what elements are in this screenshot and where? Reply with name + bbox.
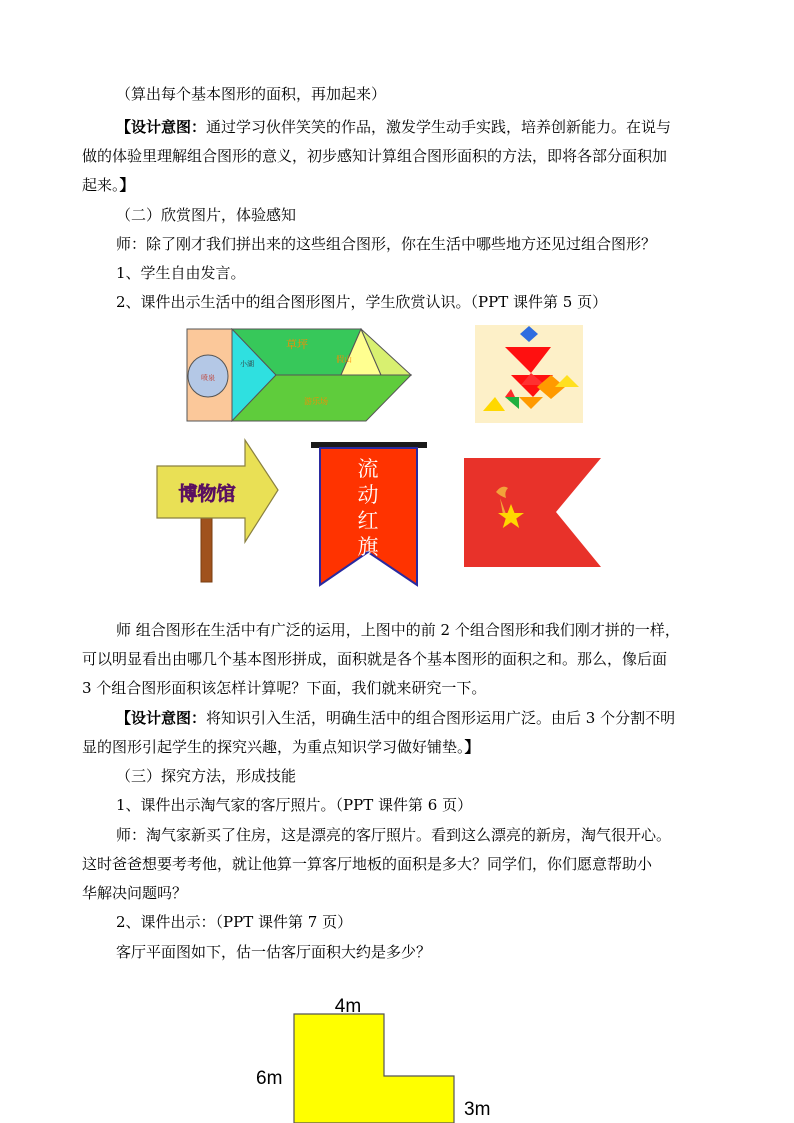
dimension-left: 6m xyxy=(256,1068,283,1089)
design-intent-label: 【设计意图： xyxy=(116,118,207,136)
banner-figure xyxy=(310,440,428,588)
banner-char-4: 旗 xyxy=(357,535,379,559)
banner-char-3: 红 xyxy=(357,509,379,533)
teacher-paragraph-2-line3: 华解决问题吗？ xyxy=(82,884,188,902)
swallowtail-flag xyxy=(464,458,601,567)
teacher-paragraph-1-line3: 3 个组合图形面积该怎样计算呢？下面，我们就来研究一下。 xyxy=(82,679,487,697)
list-item-2: 2、课件出示生活中的组合图形图片，学生欣赏认识。（PPT 课件第 5 页） xyxy=(116,293,608,311)
banner-char-2: 动 xyxy=(357,483,379,507)
teacher-paragraph-1-line1: 师 组合图形在生活中有广泛的运用，上图中的前 2 个组合图形和我们刚才拼的一样， xyxy=(116,621,680,639)
sign-post xyxy=(201,518,212,582)
question-estimate: 客厅平面图如下，估一估客厅面积大约是多少？ xyxy=(116,943,432,961)
teacher-question-1: 师：除了刚才我们拼出来的这些组合图形，你在生活中哪些地方还见过组合图形？ xyxy=(116,235,657,253)
tangram-figure xyxy=(475,325,583,423)
list-item-1: 1、学生自由发言。 xyxy=(116,264,246,282)
section-heading-3: （三）探究方法，形成技能 xyxy=(116,767,297,785)
design-intent-text: 将知识引入生活，明确生活中的组合图形运用广泛。由后 3 个分割不明 xyxy=(206,709,676,727)
design-intent-close: 】 xyxy=(119,176,135,194)
park-composite-figure xyxy=(186,328,412,422)
teacher-paragraph-2-line2: 这时爸爸想要考考他，就让他算一算客厅地板的面积是多大？同学们，你们愿意帮助小 xyxy=(82,855,653,873)
dimension-right: 3m xyxy=(464,1099,491,1120)
teacher-paragraph-1-line2: 可以明显看出由哪几个基本图形拼成，面积就是各个基本图形的面积之和。那么，像后面 xyxy=(82,650,668,668)
design-intent-2-line1 xyxy=(116,708,675,728)
design-intent-text: 通过学习伙伴笑笑的作品，激发学生动手实践，培养创新能力。在说与 xyxy=(206,118,672,136)
floor-plan-figure xyxy=(250,995,510,1123)
dimension-top: 4m xyxy=(334,996,362,1017)
design-intent-label: 【设计意图： xyxy=(116,709,207,727)
design-intent-1-line1 xyxy=(116,117,671,137)
teacher-paragraph-2-line1: 师：淘气家新买了住房，这是漂亮的客厅照片。看到这么漂亮的新房，淘气很开心。 xyxy=(116,826,672,844)
design-intent-2-line2 xyxy=(82,737,480,757)
design-intent-1-line2: 做的体验里理解组合图形的意义，初步感知计算组合图形面积的方法，即将各部分面积加 xyxy=(82,147,668,165)
design-intent-text: 显的图形引起学生的探究兴趣，为重点知识学习做好铺垫。 xyxy=(82,738,465,756)
design-intent-text: 起来。 xyxy=(82,176,120,194)
list-item-4: 2、课件出示：（PPT 课件第 7 页） xyxy=(116,913,353,931)
banner-char-1: 流 xyxy=(357,457,379,481)
flag-figure xyxy=(464,458,602,568)
section-heading-2: （二）欣赏图片，体验感知 xyxy=(116,206,297,224)
list-item-3: 1、课件出示淘气家的客厅照片。（PPT 课件第 6 页） xyxy=(116,796,473,814)
lawn-label: 草坪 xyxy=(286,338,308,351)
museum-sign-figure xyxy=(155,438,280,583)
rockery-label: 假山 xyxy=(336,355,352,364)
playground-label: 游乐场 xyxy=(304,397,328,406)
l-shaped-room xyxy=(294,1014,454,1123)
paragraph-area-method: （算出每个基本图形的面积，再加起来） xyxy=(116,85,387,103)
museum-label: 博物馆 xyxy=(178,483,236,505)
lake-label: 小湖 xyxy=(240,360,254,368)
fountain-label: 喷泉 xyxy=(201,374,215,382)
design-intent-1-line3 xyxy=(82,175,135,195)
design-intent-close: 】 xyxy=(464,738,480,756)
